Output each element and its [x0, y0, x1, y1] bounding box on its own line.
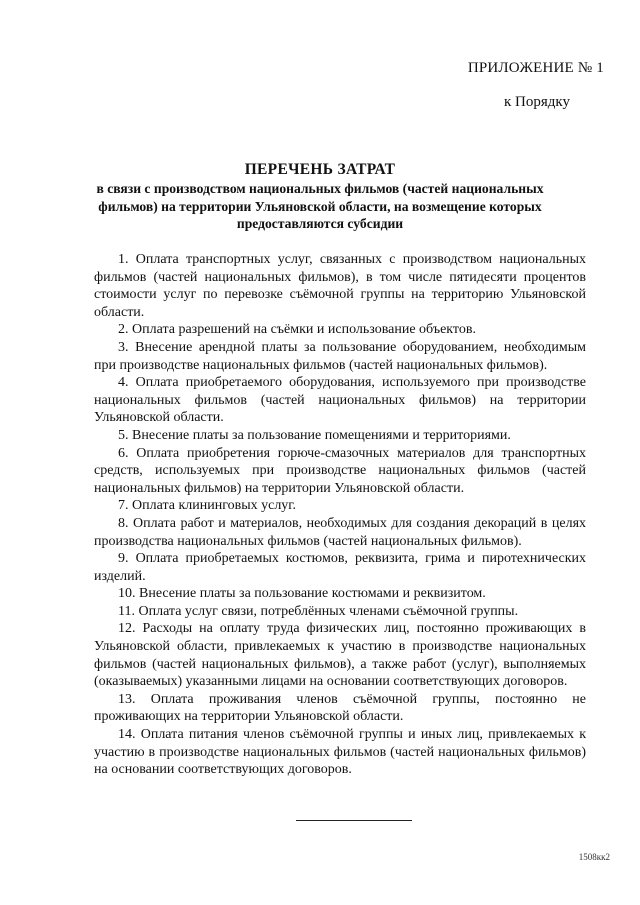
item-text: Оплата проживания членов съёмочной группы, постоянно не проживающих на территории Ульяновской области.	[94, 691, 587, 725]
item-number: 10.	[118, 586, 136, 602]
list-item	[94, 374, 586, 427]
item-text: Оплата разрешений на съёмки и использование объектов.	[132, 322, 476, 338]
to-order-label: к Порядку	[504, 94, 570, 110]
item-number: 14.	[118, 727, 136, 743]
list-item	[94, 603, 586, 621]
separator-line	[296, 820, 412, 821]
item-text: Оплата приобретаемых костюмов, реквизита, грима и пиротехнических изделий.	[94, 551, 587, 584]
item-number: 13.	[118, 691, 136, 707]
list-item	[94, 726, 586, 779]
item-text: Оплата услуг связи, потреблённых членами съёмочной группы.	[138, 603, 519, 619]
list-item	[94, 515, 586, 550]
item-number: 3.	[118, 339, 129, 355]
list-item	[94, 691, 586, 726]
item-number: 7.	[118, 498, 129, 514]
item-text: Оплата работ и материалов, необходимых для создания декораций в целях производства национальных фильмов (частей национальных фильмов).	[94, 515, 587, 549]
list-item	[94, 427, 586, 445]
item-text: Оплата транспортных услуг, связанных с производством национальных фильмов (частей национальных фильмов), в том числе пятидесяти процентов стоимости услуг по перевозке съёмочной группы на территорию Ульяновской области.	[94, 252, 586, 320]
list-item	[94, 620, 586, 690]
item-text: Оплата приобретения горюче-смазочных материалов для транспортных средств, используемых при производстве национальных фильмов (частей национальных фильмов) на территории Ульяновской области.	[94, 445, 586, 496]
item-text: Внесение платы за пользование помещениями и территориями.	[132, 427, 511, 443]
cost-list	[94, 251, 586, 779]
item-text: Оплата питания членов съёмочной группы и иных лиц, привлекаемых к участию в производстве национальных фильмов (частей национальных фильмов) на основании соответствующих договоров.	[94, 727, 587, 778]
document-title-block	[74, 160, 566, 233]
item-number: 11.	[118, 603, 135, 619]
item-number: 1.	[118, 252, 129, 267]
item-text: Оплата клининговых услуг.	[132, 498, 296, 514]
appendix-label: ПРИЛОЖЕНИЕ № 1	[467, 60, 604, 76]
item-number: 12.	[118, 621, 136, 637]
document-subtitle: в связи с производством национальных фильмов (частей национальных фильмов) на территории Ульяновской области, на возмещение которых предоставляются субсидии	[96, 181, 544, 231]
item-text: Внесение арендной платы за пользование оборудованием, необходимым при производстве национальных фильмов (частей национальных фильмов).	[94, 339, 586, 373]
item-number: 8.	[118, 515, 129, 531]
item-text: Оплата приобретаемого оборудования, используемого при производстве национальных фильмов (частей национальных фильмов) на территории Ульяновской области.	[94, 375, 586, 426]
item-number: 9.	[118, 551, 129, 567]
list-item	[94, 321, 586, 339]
document-code: 1508кк2	[578, 852, 610, 862]
list-item	[94, 550, 586, 585]
item-number: 4.	[118, 375, 129, 391]
item-text: Внесение платы за пользование костюмами и реквизитом.	[139, 586, 486, 602]
list-item	[94, 585, 586, 603]
list-item	[94, 251, 586, 321]
item-text: Расходы на оплату труда физических лиц, постоянно проживающих в Ульяновской области, привлекаемых к участию в производстве национальных фильмов (частей национальных фильмов), а также работ (услуг), выполняемых (оказываемых) указанными лицами на основании соответствующих договоров.	[94, 621, 587, 690]
item-number: 2.	[118, 322, 129, 338]
document-title: ПЕРЕЧЕНЬ ЗАТРАТ	[244, 161, 396, 178]
item-number: 5.	[118, 427, 129, 443]
list-item	[94, 339, 586, 374]
list-item	[94, 445, 586, 498]
item-number: 6.	[118, 445, 129, 461]
list-item	[94, 497, 586, 515]
